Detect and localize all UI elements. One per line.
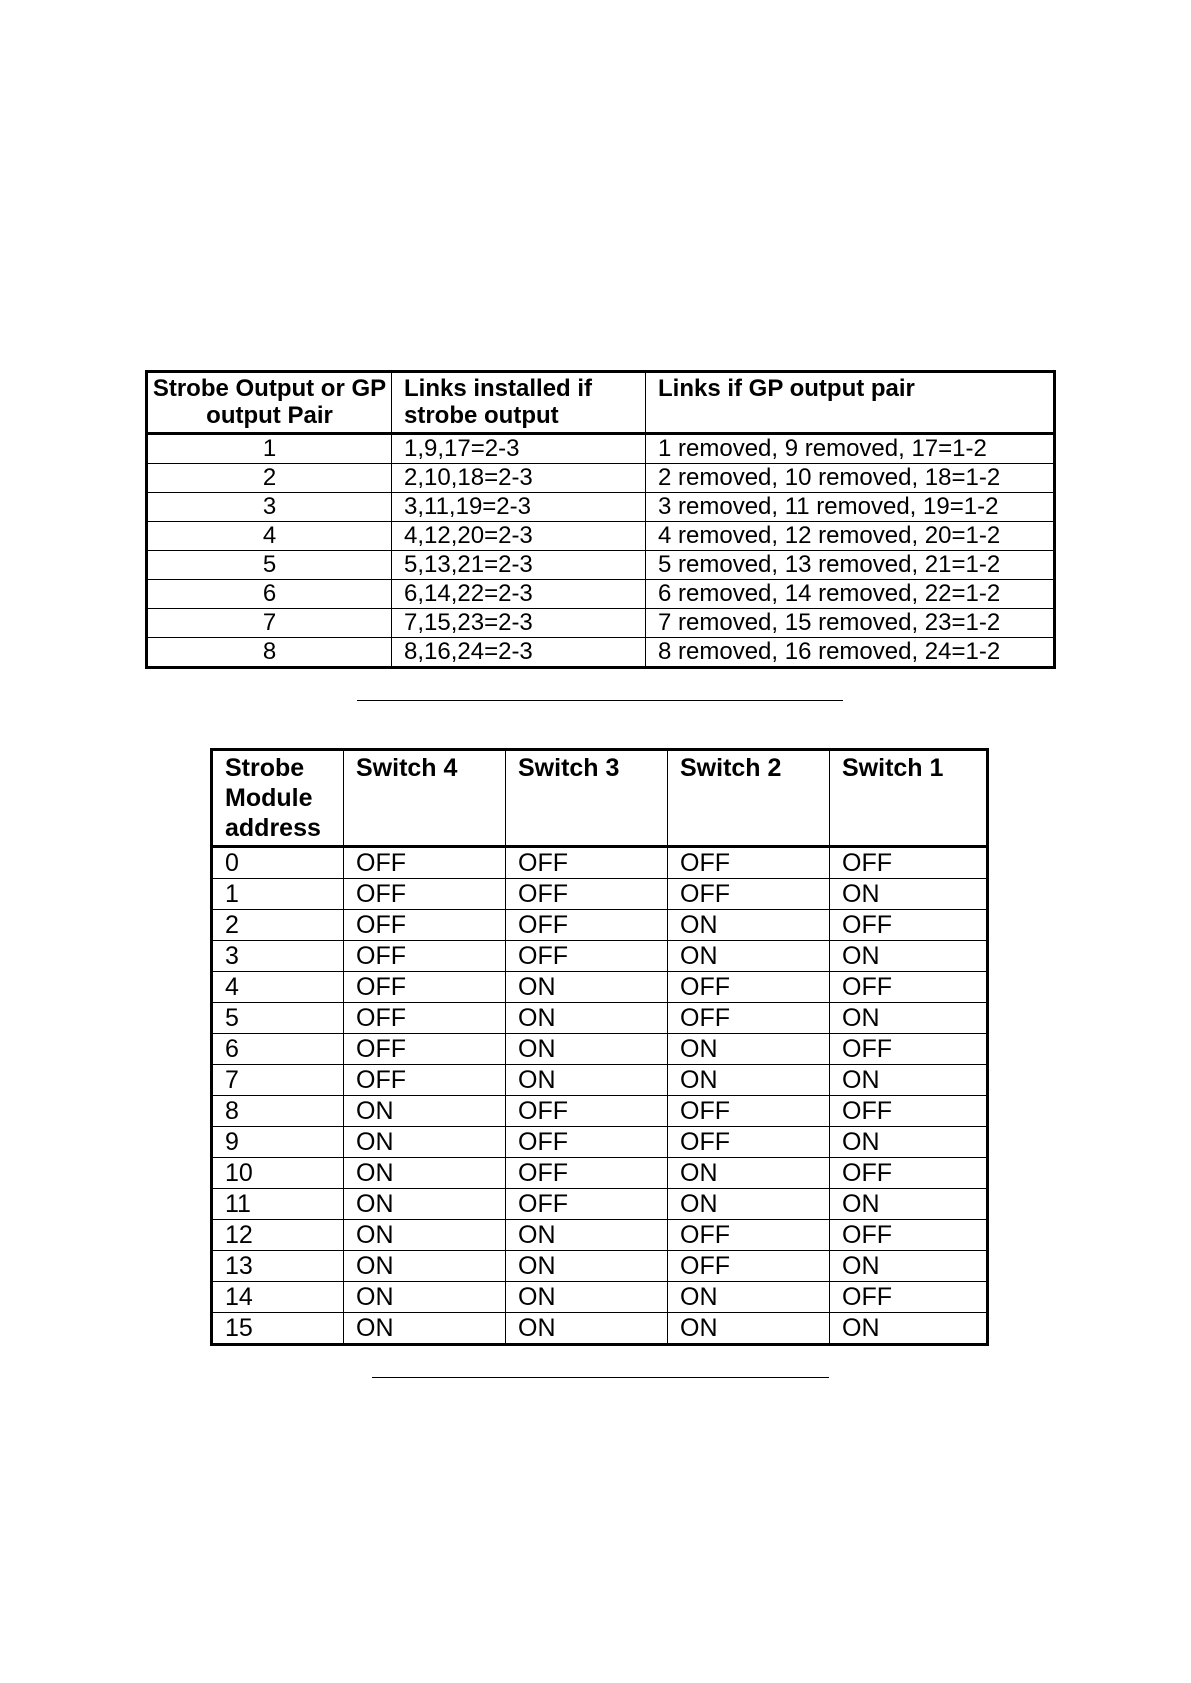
cell-switch-2: OFF: [668, 1251, 830, 1282]
cell-output-pair: 6: [147, 580, 392, 609]
table-row: [147, 434, 1055, 464]
cell-output-pair: 8: [147, 638, 392, 668]
cell-links-installed: 7,15,23=2-3: [392, 609, 646, 638]
table-row: [212, 1313, 988, 1345]
cell-switch-3: OFF: [506, 1158, 668, 1189]
cell-module-address: 6: [212, 1034, 344, 1065]
header-switch-2: Switch 2: [668, 750, 830, 847]
header-switch-3: Switch 3: [506, 750, 668, 847]
cell-switch-3: OFF: [506, 847, 668, 879]
cell-module-address: 1: [212, 879, 344, 910]
switch-table-body: [212, 847, 988, 1345]
cell-links-gp: 6 removed, 14 removed, 22=1-2: [646, 580, 1055, 609]
cell-switch-2: ON: [668, 1282, 830, 1313]
table-row: [212, 1158, 988, 1189]
table-row: [212, 1065, 988, 1096]
cell-links-installed: 1,9,17=2-3: [392, 434, 646, 464]
cell-links-gp: 3 removed, 11 removed, 19=1-2: [646, 493, 1055, 522]
cell-output-pair: 3: [147, 493, 392, 522]
cell-switch-1: ON: [830, 1251, 988, 1282]
switch-table: [210, 748, 989, 1346]
cell-switch-3: OFF: [506, 910, 668, 941]
links-table-header-row: [147, 372, 1055, 434]
cell-switch-2: OFF: [668, 1127, 830, 1158]
header-strobe-output: Strobe Output or GP output Pair: [147, 372, 392, 434]
cell-links-installed: 4,12,20=2-3: [392, 522, 646, 551]
links-table: [145, 370, 1056, 669]
table-row: [212, 879, 988, 910]
links-table-body: [147, 434, 1055, 668]
cell-module-address: 5: [212, 1003, 344, 1034]
cell-switch-3: ON: [506, 1034, 668, 1065]
table-row: [212, 1096, 988, 1127]
cell-switch-1: ON: [830, 1065, 988, 1096]
cell-switch-1: OFF: [830, 847, 988, 879]
cell-switch-2: ON: [668, 941, 830, 972]
cell-links-installed: 8,16,24=2-3: [392, 638, 646, 668]
cell-switch-1: ON: [830, 1127, 988, 1158]
cell-switch-3: ON: [506, 1065, 668, 1096]
cell-links-gp: 5 removed, 13 removed, 21=1-2: [646, 551, 1055, 580]
cell-module-address: 15: [212, 1313, 344, 1345]
table-row: [212, 1282, 988, 1313]
cell-switch-1: OFF: [830, 1034, 988, 1065]
table-row: [212, 847, 988, 879]
table-row: [147, 580, 1055, 609]
cell-switch-2: ON: [668, 1189, 830, 1220]
cell-switch-3: OFF: [506, 1189, 668, 1220]
header-links-installed: Links installed if strobe output: [392, 372, 646, 434]
table-row: [212, 1034, 988, 1065]
cell-module-address: 11: [212, 1189, 344, 1220]
table-row: [212, 941, 988, 972]
table-row: [212, 1003, 988, 1034]
cell-switch-4: OFF: [344, 1034, 506, 1065]
table-row: [147, 551, 1055, 580]
cell-switch-3: ON: [506, 1251, 668, 1282]
cell-switch-2: ON: [668, 1313, 830, 1345]
cell-links-gp: 2 removed, 10 removed, 18=1-2: [646, 464, 1055, 493]
header-switch-4: Switch 4: [344, 750, 506, 847]
cell-switch-2: OFF: [668, 972, 830, 1003]
table-row: [147, 464, 1055, 493]
cell-module-address: 14: [212, 1282, 344, 1313]
cell-module-address: 13: [212, 1251, 344, 1282]
cell-switch-3: OFF: [506, 1127, 668, 1158]
cell-switch-4: OFF: [344, 1065, 506, 1096]
cell-switch-2: OFF: [668, 1096, 830, 1127]
cell-switch-4: ON: [344, 1158, 506, 1189]
cell-switch-2: ON: [668, 1065, 830, 1096]
cell-switch-4: ON: [344, 1313, 506, 1345]
cell-links-installed: 5,13,21=2-3: [392, 551, 646, 580]
table-row: [212, 910, 988, 941]
cell-output-pair: 5: [147, 551, 392, 580]
table-row: [147, 493, 1055, 522]
cell-switch-3: OFF: [506, 879, 668, 910]
cell-links-gp: 8 removed, 16 removed, 24=1-2: [658, 638, 1001, 665]
cell-links-installed: 2,10,18=2-3: [392, 464, 646, 493]
cell-module-address: 8: [212, 1096, 344, 1127]
cell-switch-3: ON: [506, 1003, 668, 1034]
cell-module-address: 12: [212, 1220, 344, 1251]
cell-switch-2: ON: [668, 910, 830, 941]
cell-switch-1: ON: [842, 1314, 880, 1342]
cell-switch-1: ON: [830, 941, 988, 972]
cell-switch-1: OFF: [830, 1096, 988, 1127]
cell-links-gp: 4 removed, 12 removed, 20=1-2: [646, 522, 1055, 551]
cell-switch-4: ON: [344, 1127, 506, 1158]
cell-switch-1: OFF: [830, 910, 988, 941]
cell-switch-2: OFF: [668, 879, 830, 910]
table-row: [147, 522, 1055, 551]
header-links-gp: Links if GP output pair: [646, 372, 1055, 434]
cell-switch-1: OFF: [830, 972, 988, 1003]
cell-switch-3: OFF: [506, 941, 668, 972]
cell-switch-4: OFF: [344, 847, 506, 879]
cell-switch-4: OFF: [344, 879, 506, 910]
cell-switch-4: ON: [344, 1220, 506, 1251]
cell-switch-2: OFF: [668, 847, 830, 879]
cell-module-address: 0: [212, 847, 344, 879]
cell-module-address: 7: [212, 1065, 344, 1096]
cell-switch-1: ON: [830, 1003, 988, 1034]
cell-links-gp: 7 removed, 15 removed, 23=1-2: [646, 609, 1055, 638]
cell-switch-3: ON: [506, 1220, 668, 1251]
cell-switch-3: ON: [506, 1313, 668, 1345]
cell-output-pair: 2: [147, 464, 392, 493]
cell-switch-4: OFF: [344, 941, 506, 972]
cell-switch-4: ON: [344, 1282, 506, 1313]
cell-switch-3: OFF: [506, 1096, 668, 1127]
cell-links-installed: 3,11,19=2-3: [392, 493, 646, 522]
table-row: [212, 972, 988, 1003]
cell-output-pair: 4: [147, 522, 392, 551]
cell-module-address: 9: [212, 1127, 344, 1158]
cell-switch-4: ON: [344, 1251, 506, 1282]
header-switch-1: Switch 1: [830, 750, 988, 847]
cell-switch-2: OFF: [668, 1220, 830, 1251]
cell-switch-2: OFF: [668, 1003, 830, 1034]
cell-module-address: 3: [212, 941, 344, 972]
table-row: [212, 1220, 988, 1251]
cell-module-address: 4: [212, 972, 344, 1003]
cell-switch-1: ON: [830, 1189, 988, 1220]
cell-switch-4: OFF: [344, 972, 506, 1003]
cell-links-installed: 6,14,22=2-3: [392, 580, 646, 609]
cell-switch-1: OFF: [830, 1220, 988, 1251]
cell-switch-4: ON: [344, 1096, 506, 1127]
separator-line: [372, 1377, 829, 1378]
cell-switch-4: OFF: [344, 910, 506, 941]
cell-switch-4: ON: [344, 1189, 506, 1220]
cell-switch-2: ON: [668, 1034, 830, 1065]
cell-switch-1: ON: [830, 879, 988, 910]
table-row: [212, 1189, 988, 1220]
table-row: [147, 638, 1055, 668]
cell-module-address: 2: [212, 910, 344, 941]
cell-switch-1: OFF: [830, 1282, 988, 1313]
separator-line: [357, 700, 843, 701]
cell-switch-2: ON: [668, 1158, 830, 1189]
cell-output-pair: 1: [147, 434, 392, 464]
switch-table-header-row: [212, 750, 988, 847]
cell-switch-3: ON: [506, 972, 668, 1003]
table-row: [147, 609, 1055, 638]
cell-output-pair: 7: [147, 609, 392, 638]
cell-switch-4: OFF: [344, 1003, 506, 1034]
table-row: [212, 1251, 988, 1282]
table-row: [212, 1127, 988, 1158]
cell-module-address: 10: [212, 1158, 344, 1189]
cell-links-gp: 1 removed, 9 removed, 17=1-2: [646, 434, 1055, 464]
cell-switch-3: ON: [506, 1282, 668, 1313]
header-module-address: Strobe Module address: [212, 750, 344, 847]
cell-switch-1: OFF: [830, 1158, 988, 1189]
